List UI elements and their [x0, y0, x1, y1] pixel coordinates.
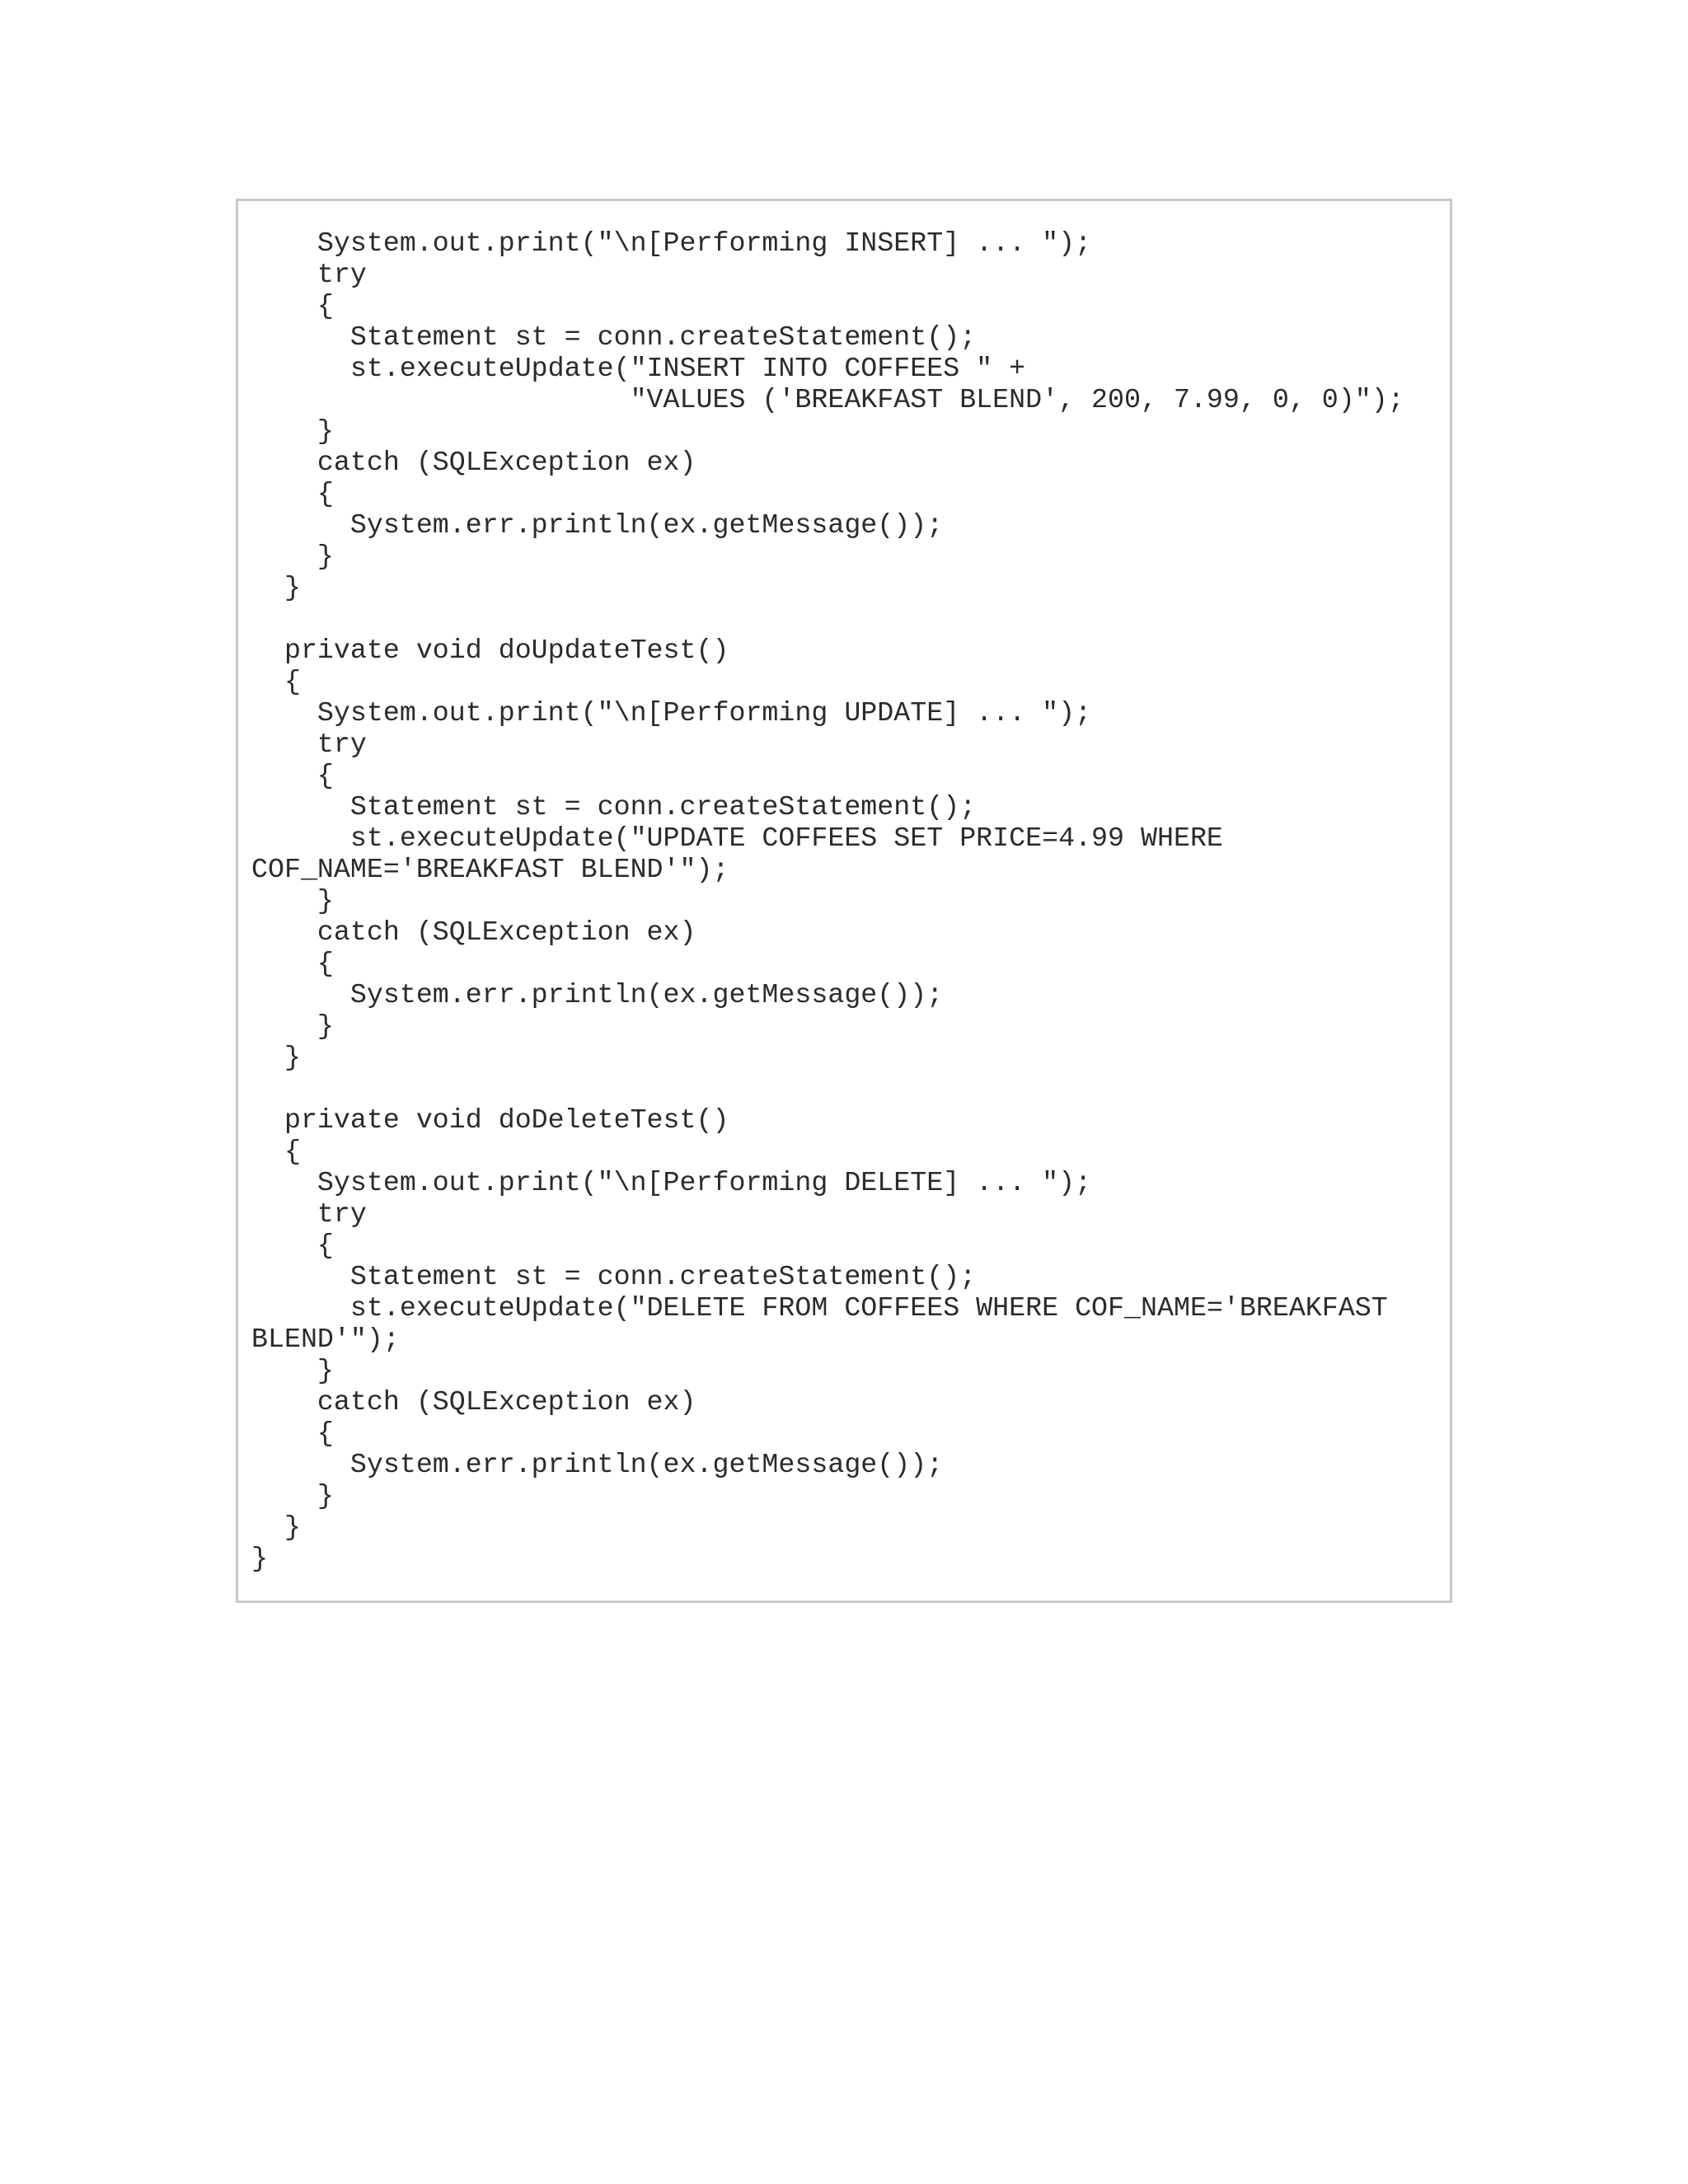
code-line: {	[251, 1230, 334, 1261]
code-line: Statement st = conn.createStatement();	[251, 1261, 977, 1292]
code-line: {	[251, 948, 334, 979]
code-line: }	[251, 1480, 334, 1511]
code-line: catch (SQLException ex)	[251, 447, 696, 478]
code-line: "VALUES ('BREAKFAST BLEND', 200, 7.99, 0, 0)");	[251, 384, 1404, 415]
code-line: System.err.println(ex.getMessage());	[251, 979, 944, 1010]
code-line: {	[251, 760, 334, 791]
code-line: BLEND'");	[251, 1324, 400, 1355]
code-line: System.out.print("\n[Performing INSERT] ... ");	[251, 227, 1092, 259]
code-line: st.executeUpdate("UPDATE COFFEES SET PRICE=4.99 WHERE	[251, 823, 1223, 854]
code-line: {	[251, 1418, 334, 1449]
code-line: COF_NAME='BREAKFAST BLEND'");	[251, 854, 729, 885]
code-line: {	[251, 666, 301, 697]
code-line: System.out.print("\n[Performing UPDATE] ... ");	[251, 697, 1092, 729]
code-line: }	[251, 1355, 334, 1386]
code-line: System.err.println(ex.getMessage());	[251, 509, 944, 541]
code-line: try	[251, 259, 367, 290]
code-listing-box	[236, 199, 1452, 1603]
code-line: }	[251, 1511, 301, 1543]
code-line	[251, 1073, 1404, 1104]
code-line: }	[251, 541, 334, 572]
code-line: {	[251, 478, 334, 509]
code-line: }	[251, 1010, 334, 1042]
code-line: try	[251, 1198, 367, 1230]
code-line: catch (SQLException ex)	[251, 1386, 696, 1418]
code-line: Statement st = conn.createStatement();	[251, 321, 977, 353]
code-line: private void doUpdateTest()	[251, 635, 729, 666]
code-line: st.executeUpdate("INSERT INTO COFFEES " +	[251, 353, 1026, 384]
code-line: }	[251, 415, 334, 447]
code-line: }	[251, 1543, 268, 1574]
code-listing	[251, 227, 1404, 1574]
code-line: {	[251, 1136, 301, 1167]
code-line: catch (SQLException ex)	[251, 916, 696, 948]
code-line: }	[251, 572, 301, 603]
code-line: }	[251, 1042, 301, 1073]
code-line: System.out.print("\n[Performing DELETE] ... ");	[251, 1167, 1092, 1198]
code-line	[251, 603, 1404, 635]
code-line: private void doDeleteTest()	[251, 1104, 729, 1136]
code-line: st.executeUpdate("DELETE FROM COFFEES WHERE COF_NAME='BREAKFAST	[251, 1292, 1388, 1324]
code-line: {	[251, 290, 334, 321]
code-line: try	[251, 729, 367, 760]
code-line: }	[251, 885, 334, 916]
code-line: System.err.println(ex.getMessage());	[251, 1449, 944, 1480]
code-line: Statement st = conn.createStatement();	[251, 791, 977, 823]
